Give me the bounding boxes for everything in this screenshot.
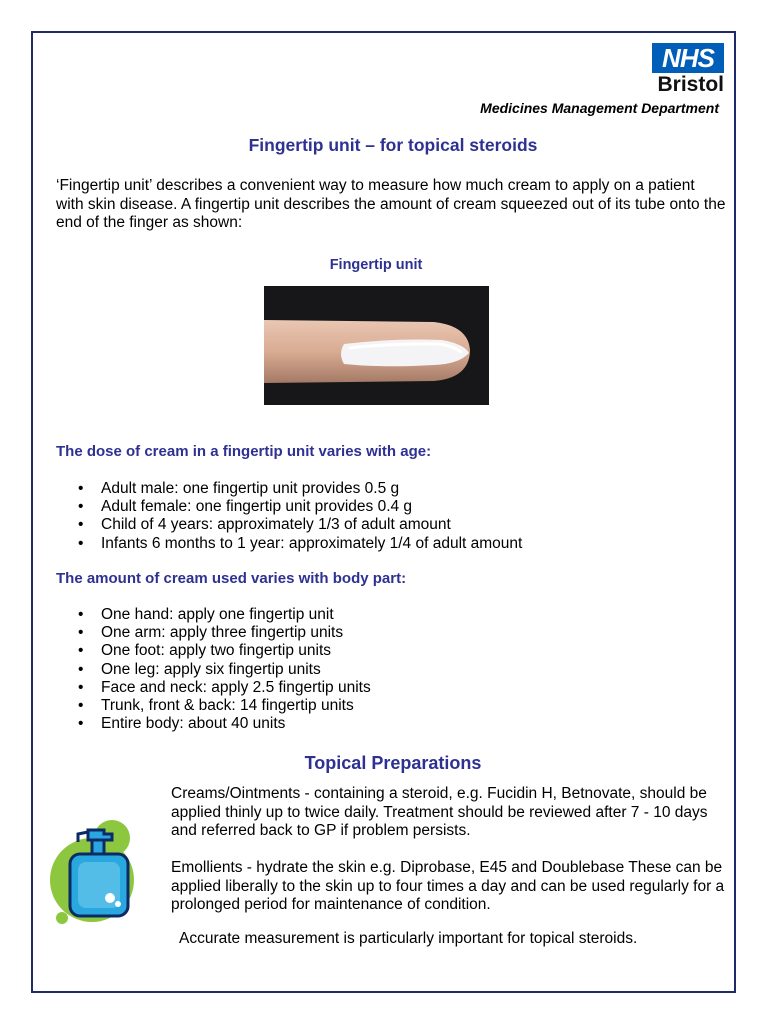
pump-bottle-icon: [48, 820, 156, 926]
body-part-list: [78, 606, 371, 733]
nhs-logo: NHS: [652, 43, 724, 73]
list-item: • Trunk, front & back: 14 fingertip units: [78, 697, 371, 715]
department-name: Medicines Management Department: [480, 100, 719, 116]
list-item: • Child of 4 years: approximately 1/3 of adult amount: [78, 516, 522, 534]
topical-preparations-heading: Topical Preparations: [304, 753, 482, 773]
list-item: • One hand: apply one fingertip unit: [78, 606, 371, 624]
list-item: • One arm: apply three fingertip units: [78, 624, 371, 642]
list-item: • Face and neck: apply 2.5 fingertip units: [78, 679, 371, 697]
list-item: • Adult male: one fingertip unit provides 0.5 g: [78, 480, 522, 498]
emollients-paragraph: Emollients - hydrate the skin e.g. Diprobase, E45 and Doublebase These can be applied liberally to the skin up to four times a day and can be used regularly for a prolonged period for maintenance of condition.: [171, 859, 725, 913]
age-section-heading: The dose of cream in a fingertip unit varies with age:: [56, 443, 432, 460]
list-item: • Adult female: one fingertip unit provides 0.4 g: [78, 498, 522, 516]
intro-paragraph: ‘Fingertip unit’ describes a convenient way to measure how much cream to apply on a patient with skin disease. A fingertip unit describes the amount of cream squeezed out of its tube onto the end of the finger as shown:: [56, 177, 726, 231]
list-item: • One leg: apply six fingertip units: [78, 661, 371, 679]
list-item: • One foot: apply two fingertip units: [78, 642, 371, 660]
list-item: • Infants 6 months to 1 year: approximately 1/4 of adult amount: [78, 535, 522, 553]
body-part-section-heading: The amount of cream used varies with body part:: [56, 570, 407, 587]
figure-caption: Fingertip unit: [329, 257, 423, 273]
age-dose-list: [78, 480, 522, 553]
measurement-note: Accurate measurement is particularly important for topical steroids.: [179, 930, 638, 947]
creams-ointments-paragraph: Creams/Ointments - containing a steroid, e.g. Fucidin H, Betnovate, should be applied thinly up to twice daily. Treatment should be reviewed after 7 - 10 days and referred back to GP if problem persists.: [171, 785, 708, 839]
fingertip-cream-photo: [264, 286, 489, 405]
list-item: • Entire body: about 40 units: [78, 715, 371, 733]
organisation-name: Bristol: [657, 73, 724, 96]
page-title: Fingertip unit – for topical steroids: [248, 135, 538, 155]
